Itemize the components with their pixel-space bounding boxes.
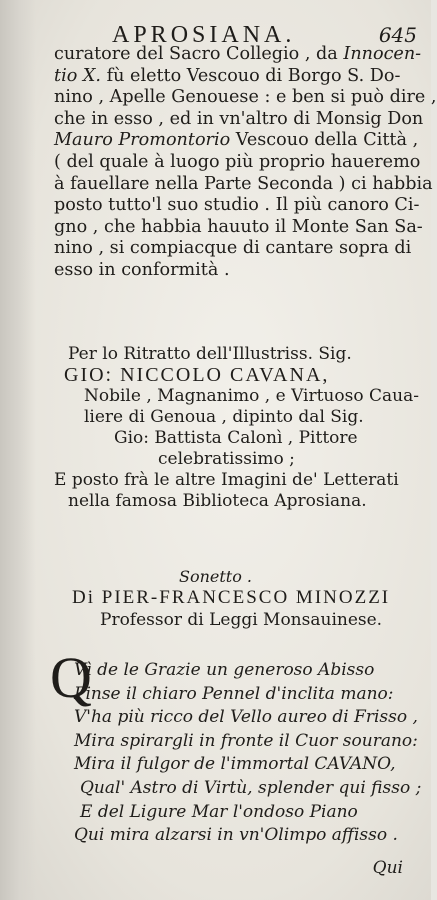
verse-line: Mira il fulgor de l'immortal CAVANO, bbox=[74, 754, 396, 775]
verse-line: V'ha più ricco del Vello aureo di Frisso , bbox=[74, 707, 418, 728]
binding-gutter bbox=[0, 0, 36, 900]
text-line: E posto frà le altre Imagini de' Letterati bbox=[54, 470, 399, 490]
text-line: Gio: Battista Calonì , Pittore bbox=[114, 428, 358, 448]
verse-line: Pinse il chiaro Pennel d'inclita mano: bbox=[74, 683, 394, 704]
text-line: esso in conformità . bbox=[54, 259, 230, 280]
text-line: ( del quale à luogo più proprio haueremo bbox=[54, 151, 421, 172]
text-line bbox=[54, 44, 422, 66]
text-run: Vescouo della Città , bbox=[235, 130, 419, 151]
text-line: che in esso , ed in vn'altro di Monsig Don bbox=[54, 108, 424, 129]
text-line: à fauellare nella Parte Seconda ) ci habbia bbox=[54, 173, 433, 194]
text-line: liere di Genoua , dipinto dal Sig. bbox=[84, 407, 364, 427]
dedicatee-name: GIO: NICCOLO CAVANA, bbox=[64, 364, 330, 386]
dedication-block bbox=[54, 344, 419, 512]
text-run: curatore del Sacro Collegio , da bbox=[54, 44, 338, 64]
text-line bbox=[54, 66, 413, 88]
text-line bbox=[54, 130, 419, 152]
running-title: APROSIANA. bbox=[112, 22, 296, 48]
text-line: nella famosa Biblioteca Aprosiana. bbox=[68, 491, 367, 511]
sonnet-author: Di PIER-FRANCESCO MINOZZI bbox=[72, 587, 391, 608]
text-line: nino , si compiacque di cantare sopra di bbox=[54, 238, 412, 259]
italic-run: tio X. bbox=[54, 65, 101, 86]
sonnet-title: Sonetto . bbox=[178, 567, 253, 586]
text-line: Nobile , Magnanimo , e Virtuoso Caua- bbox=[84, 386, 419, 406]
dedication-intro: Per lo Ritratto dell'Illustriss. Sig. bbox=[68, 344, 352, 364]
verse-line: Qui mira alzarsi in vn'Olimpo affisso . bbox=[74, 825, 398, 846]
page-number: 645 bbox=[378, 23, 417, 47]
drop-cap: Q bbox=[50, 645, 92, 710]
body-paragraph bbox=[54, 44, 437, 282]
text-line: celebratissimo ; bbox=[158, 449, 295, 469]
catchword: Qui bbox=[372, 858, 403, 878]
verse-line: Vì de le Grazie un generoso Abisso bbox=[74, 660, 375, 680]
verse-line: Qual' Astro di Virtù, splender qui fisso ; bbox=[80, 777, 422, 798]
verse-line: E del Ligure Mar l'ondoso Piano bbox=[80, 801, 358, 822]
text-run: fù eletto Vescouo di Borgo S. Do- bbox=[106, 65, 401, 86]
sonnet-body bbox=[74, 659, 422, 848]
italic-run: Mauro Promontorio bbox=[54, 130, 231, 151]
text-line: gno , che habbia hauuto il Monte San Sa- bbox=[54, 216, 423, 237]
author-title: Professor di Leggi Monsauinese. bbox=[100, 610, 383, 630]
verse-line: Mira spirargli in fronte il Cuor sourano: bbox=[74, 730, 418, 751]
text-line: nino , Apelle Genouese : e ben si può dire , bbox=[54, 87, 437, 108]
text-line: posto tutto'l suo studio . Il più canoro Ci- bbox=[54, 195, 420, 216]
italic-run: Innocen- bbox=[343, 44, 422, 64]
